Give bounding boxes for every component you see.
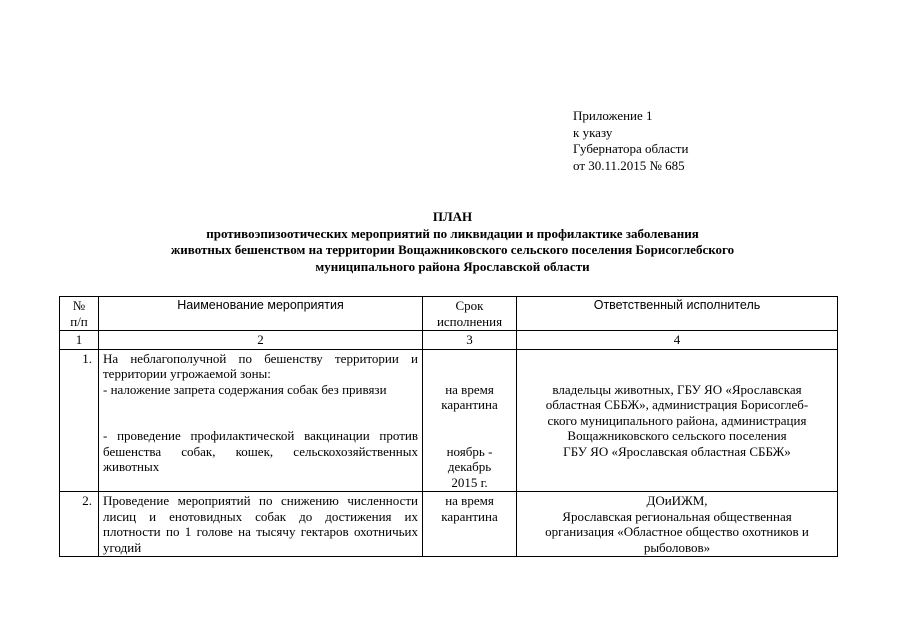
- title-line: ПЛАН: [432, 209, 473, 224]
- header-term-line: Срок: [455, 298, 484, 313]
- table-row: [60, 492, 838, 557]
- row-resp-line: рыболовов»: [643, 539, 711, 555]
- spacer: [427, 413, 512, 444]
- row-num: 2.: [60, 492, 99, 557]
- header-num: [60, 297, 99, 331]
- row-resp-line: областная СББЖ», администрация Борисоглеб-: [545, 397, 809, 412]
- header-resp: Ответственный исполнитель: [517, 297, 838, 331]
- row-term-line: на время: [445, 493, 494, 508]
- row-term-line: карантина: [441, 508, 498, 524]
- row-term-line: карантина: [441, 397, 498, 412]
- row-term: [423, 492, 517, 557]
- index-cell: 2: [99, 331, 423, 350]
- header-num-line: п/п: [70, 313, 88, 329]
- row-term: [423, 349, 517, 492]
- appendix-block: [573, 108, 688, 174]
- spacer: [427, 351, 512, 382]
- table-row: [60, 349, 838, 492]
- row-resp: [517, 492, 838, 557]
- row-name-item: - проведение профилактической вакцинации против бешенства собак, кошек, сельскохозяйственных животных: [103, 428, 418, 474]
- spacer: [521, 351, 833, 382]
- row-resp-line: ДОиИЖМ,: [646, 493, 708, 508]
- spacer: [103, 397, 418, 428]
- row-name: Проведение мероприятий по снижению численности лисиц и енотовидных собак до достижения их плотности по 1 голове на тысячу гектаров охотничьих угодий: [99, 492, 423, 557]
- row-term-line: на время: [445, 381, 494, 397]
- header-term-line: исполнения: [436, 313, 503, 329]
- appendix-line: к указу: [573, 124, 613, 140]
- index-row: [60, 331, 838, 350]
- row-term-line: 2015 г.: [451, 474, 488, 490]
- row-resp: [517, 349, 838, 492]
- row-name: [99, 349, 423, 492]
- index-cell: 4: [517, 331, 838, 350]
- header-term: [423, 297, 517, 331]
- appendix-line: Приложение 1: [573, 108, 653, 123]
- row-resp-line: организация «Областное общество охотников и: [545, 524, 809, 539]
- appendix-line: от 30.11.2015 № 685: [573, 157, 685, 173]
- header-row: [60, 297, 838, 331]
- row-resp-line: ского муниципального района, администрация: [547, 412, 807, 428]
- plan-table: [59, 296, 838, 557]
- title-line: животных бешенством на территории Вощажниковского сельского поселения Борисоглебского: [170, 242, 735, 257]
- row-num: 1.: [60, 349, 99, 492]
- header-num-line: №: [72, 298, 86, 313]
- appendix-line: Губернатора области: [573, 141, 689, 156]
- row-term-line: декабрь: [447, 459, 492, 474]
- header-name: Наименование мероприятия: [99, 297, 423, 331]
- row-resp-line: ГБУ ЯО «Ярославская областная СББЖ»: [563, 443, 791, 459]
- title-line: противоэпизоотических мероприятий по ликвидации и профилактике заболевания: [206, 225, 699, 241]
- row-resp-line: владельцы животных, ГБУ ЯО «Ярославская: [552, 381, 802, 397]
- title-line: муниципального района Ярославской области: [315, 258, 590, 274]
- row-resp-line: Ярославская региональная общественная: [562, 508, 792, 524]
- row-name-item: - наложение запрета содержания собак без привязи: [103, 381, 387, 397]
- index-cell: 1: [60, 331, 99, 350]
- index-cell: 3: [423, 331, 517, 350]
- row-name-intro: На неблагополучной по бешенству территории и территории угрожаемой зоны:: [103, 350, 418, 381]
- row-term-line: ноябрь -: [446, 443, 493, 459]
- plan-title: [60, 209, 845, 275]
- row-resp-line: Вощажниковского сельского поселения: [567, 428, 787, 443]
